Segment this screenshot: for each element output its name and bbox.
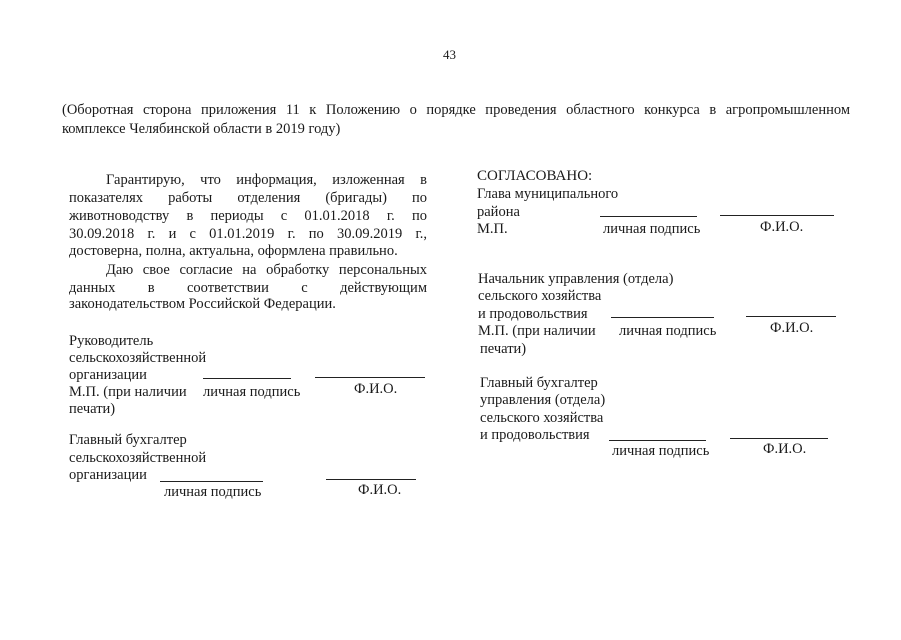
right-head-title: района xyxy=(477,204,520,220)
signature-line xyxy=(609,440,706,441)
fio-line xyxy=(746,316,836,317)
left-accountant-fio-caption: Ф.И.О. xyxy=(358,482,402,498)
left-head-stamp: М.П. (при наличии xyxy=(69,384,187,400)
left-head-title: сельскохозяйственной xyxy=(69,350,207,366)
fio-line xyxy=(730,438,828,439)
right-department-title: и продовольствия xyxy=(478,306,588,322)
approved-heading: СОГЛАСОВАНО: xyxy=(477,168,593,184)
guarantee-line: животноводству в периоды с 01.01.2018 г. по xyxy=(69,208,427,224)
left-head-signature-caption: личная подпись xyxy=(203,384,301,400)
fio-line xyxy=(315,377,425,378)
right-accountant-title: и продовольствия xyxy=(480,427,590,443)
right-head-fio-caption: Ф.И.О. xyxy=(760,219,804,235)
left-accountant-title: организации xyxy=(69,467,147,483)
right-department-signature-caption: личная подпись xyxy=(619,323,717,339)
left-accountant-signature-caption: личная подпись xyxy=(164,484,262,500)
right-department-title: Начальник управления (отдела) xyxy=(478,271,674,287)
fio-line xyxy=(326,479,416,480)
right-department-title: сельского хозяйства xyxy=(478,288,602,304)
header-line-2: комплексе Челябинской области в 2019 году) xyxy=(62,121,341,137)
right-accountant-title: сельского хозяйства xyxy=(480,410,604,426)
right-department-stamp: М.П. (при наличии xyxy=(478,323,596,339)
left-accountant-title: сельскохозяйственной xyxy=(69,450,207,466)
consent-last-line: законодательством Российской Федерации. xyxy=(69,296,336,312)
right-department-fio-caption: Ф.И.О. xyxy=(770,320,814,336)
right-head-signature-caption: личная подпись xyxy=(603,221,701,237)
left-head-fio-caption: Ф.И.О. xyxy=(354,381,398,397)
signature-line xyxy=(600,216,697,217)
guarantee-last-line: достоверна, полна, актуальна, оформлена правильно. xyxy=(69,243,398,259)
fio-line xyxy=(720,215,834,216)
page-number: 43 xyxy=(443,47,456,62)
header-line-1: (Оборотная сторона приложения 11 к Положению о порядке проведения областного конкурса в агропромышленном xyxy=(62,102,850,118)
right-accountant-signature-caption: личная подпись xyxy=(612,443,710,459)
guarantee-line: показателях работы отделения (бригады) по xyxy=(69,190,427,206)
left-head-title: организации xyxy=(69,367,147,383)
consent-line: Даю свое согласие на обработку персональных xyxy=(106,262,427,278)
right-accountant-title: управления (отдела) xyxy=(480,392,606,408)
left-accountant-title: Главный бухгалтер xyxy=(69,432,187,448)
guarantee-line: 30.09.2018 г. и с 01.01.2019 г. по 30.09.2019 г., xyxy=(69,226,427,242)
right-head-title: Глава муниципального xyxy=(477,186,619,202)
right-accountant-title: Главный бухгалтер xyxy=(480,375,598,391)
signature-line xyxy=(611,317,714,318)
right-head-stamp: М.П. xyxy=(477,221,508,237)
signature-line xyxy=(160,481,263,482)
right-department-stamp: печати) xyxy=(480,341,527,357)
consent-line: данных в соответствии с действующим xyxy=(69,280,427,296)
right-accountant-fio-caption: Ф.И.О. xyxy=(763,441,807,457)
guarantee-line: Гарантирую, что информация, изложенная в xyxy=(106,172,427,188)
signature-line xyxy=(203,378,291,379)
left-head-title: Руководитель xyxy=(69,333,154,349)
left-head-stamp: печати) xyxy=(69,401,116,417)
